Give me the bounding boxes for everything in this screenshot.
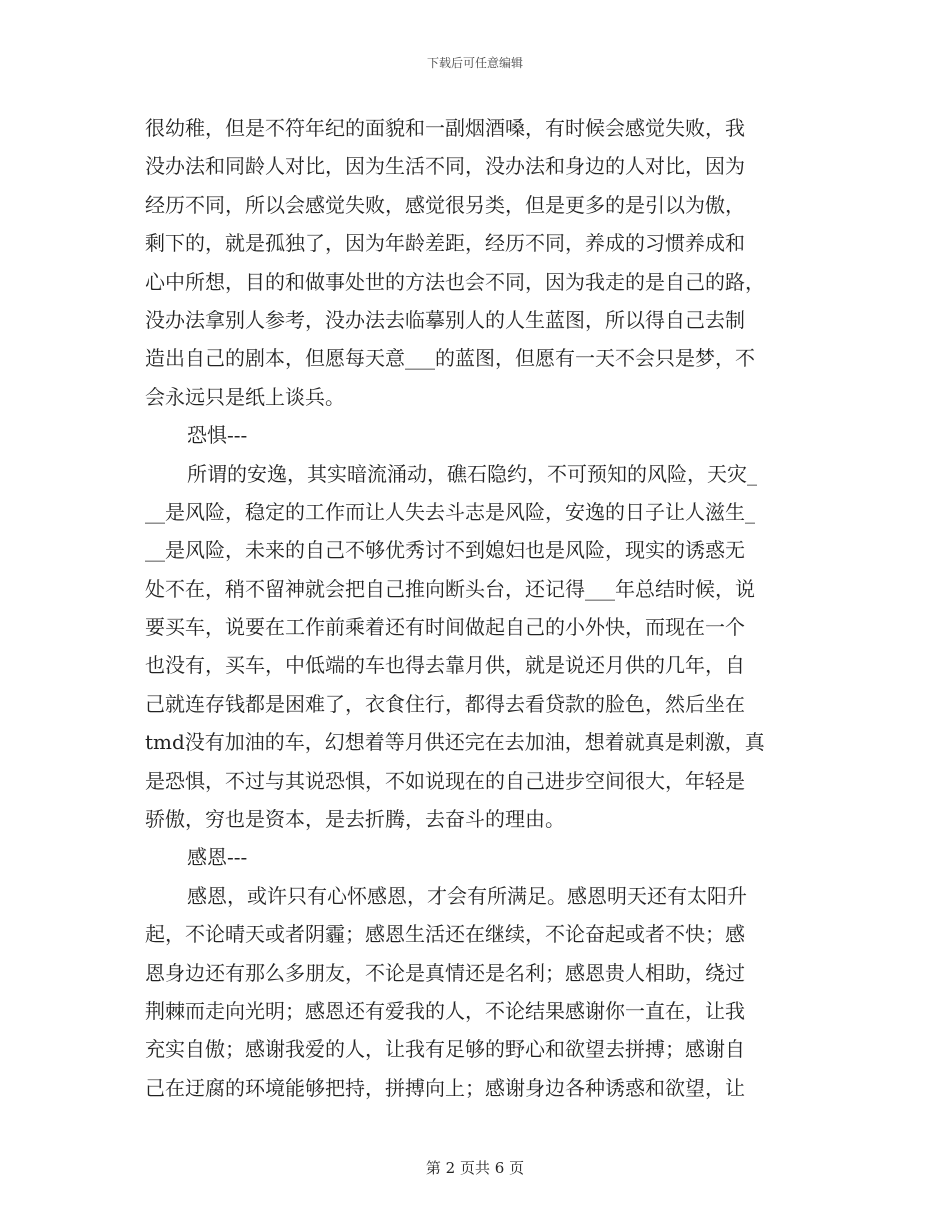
text-line: 感恩--- [187,845,248,870]
text-line: tmd没有加油的车，幻想着等月供还完在去加油，想着就真是刺激，真 [145,730,765,755]
text-line: 己就连存钱都是困难了，衣食住行，都得去看贷款的脸色，然后坐在 [145,691,745,716]
text-line: 心中所想，目的和做事处世的方法也会不同，因为我走的是自己的路， [145,269,765,294]
text-line: __是风险，稳定的工作而让人失去斗志是风险，安逸的日子让人滋生_ [145,499,755,524]
page-footer: 第 2 页共 6 页 [425,1159,525,1177]
text-line: 处不在，稍不留神就会把自己推向断头台，还记得___年总结时候，说 [145,576,755,601]
text-line: 荆棘而走向光明；感恩还有爱我的人，不论结果感谢你一直在，让我 [145,998,745,1023]
text-line: 恐惧--- [187,423,248,448]
text-line: 要买车，说要在工作前乘着还有时间做起自己的小外快，而现在一个 [145,615,745,640]
text-line: 经历不同，所以会感觉失败，感觉很另类，但是更多的是引以为傲， [145,192,745,217]
text-line: 充实自傲；感谢我爱的人，让我有足够的野心和欲望去拼搏；感谢自 [145,1037,745,1062]
text-line: 骄傲，穷也是资本，是去折腾，去奋斗的理由。 [145,807,565,832]
text-line: 是恐惧，不过与其说恐惧，不如说现在的自己进步空间很大，年轻是 [145,768,745,793]
text-line: 剩下的，就是孤独了，因为年龄差距，经历不同，养成的习惯养成和 [145,231,745,256]
text-line: 起，不论晴天或者阴霾；感恩生活还在继续，不论奋起或者不快；感 [145,922,745,947]
text-line: 没办法和同龄人对比，因为生活不同，没办法和身边的人对比，因为 [145,154,745,179]
text-line: 感恩，或许只有心怀感恩，才会有所满足。感恩明天还有太阳升 [187,883,747,908]
text-line: 没办法拿别人参考，没办法去临摹别人的人生蓝图，所以得自己去制 [145,307,745,332]
body-text [145,109,810,1107]
text-line: 会永远只是纸上谈兵。 [145,384,345,409]
text-line: 也没有，买车，中低端的车也得去靠月供，就是说还月供的几年，自 [145,653,745,678]
text-line: 己在迂腐的环境能够把持，拼搏向上；感谢身边各种诱惑和欲望，让 [145,1075,745,1100]
text-line: 很幼稚，但是不符年纪的面貌和一副烟酒嗓，有时候会感觉失败，我 [145,116,745,140]
text-line: 所谓的安逸，其实暗流涌动，礁石隐约，不可预知的风险，天灾_ [187,461,757,486]
page-header: 下载后可任意编辑 [426,56,523,70]
text-line: 恩身边还有那么多朋友，不论是真情还是名利；感恩贵人相助，绕过 [145,960,745,985]
text-line: __是风险，未来的自己不够优秀讨不到媳妇也是风险，现实的诱惑无 [145,538,745,563]
text-line: 造出自己的剧本，但愿每天意___的蓝图，但愿有一天不会只是梦，不 [145,346,755,371]
